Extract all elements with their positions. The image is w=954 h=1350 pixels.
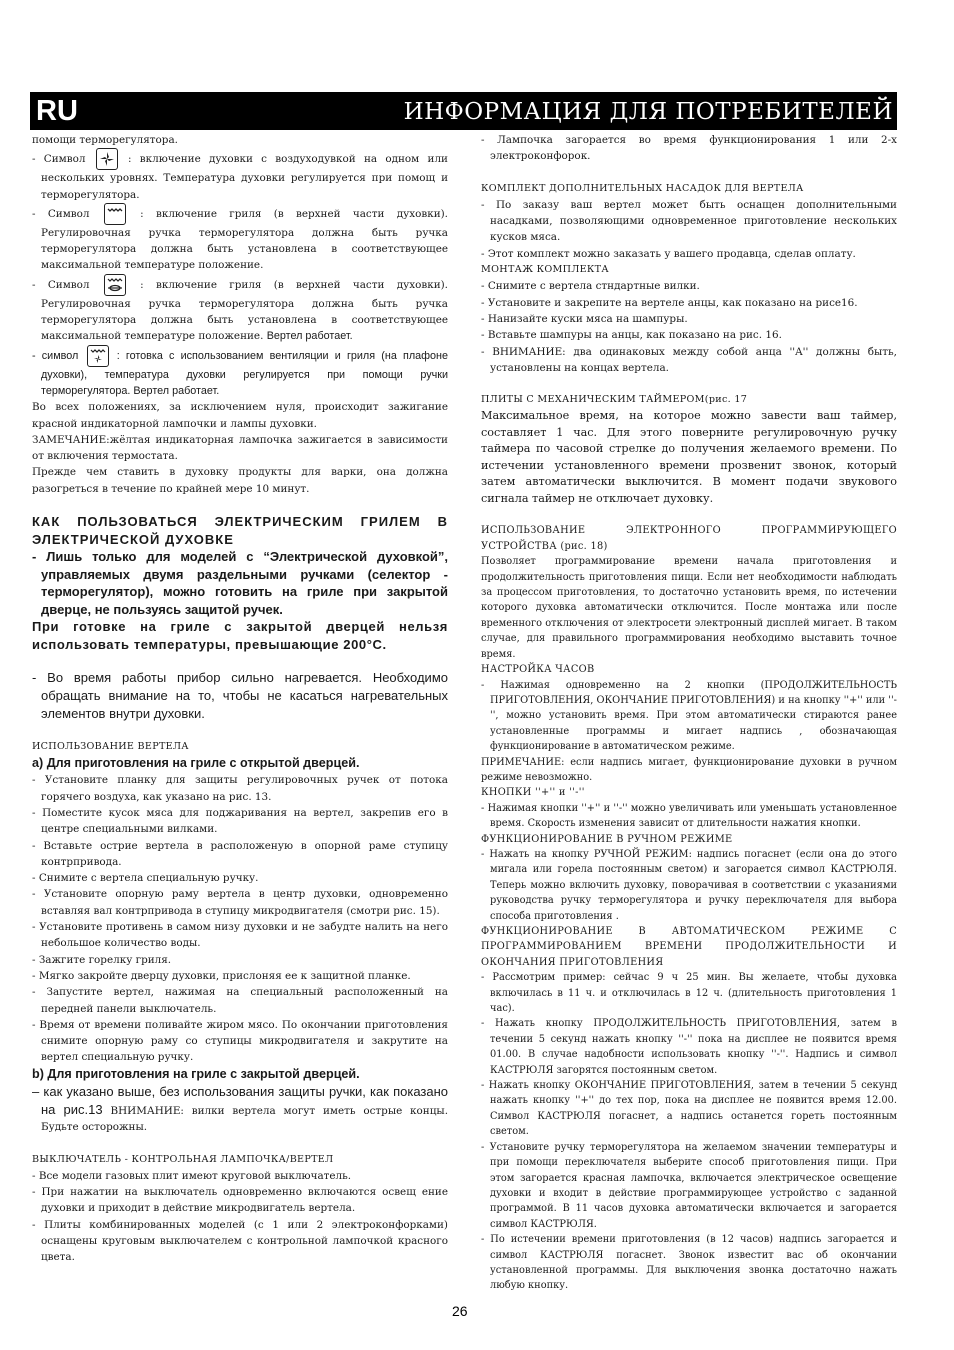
subsection-heading: a) Для приготовления на гриле с открытой дверцей.	[32, 756, 360, 771]
bold-paragraph: - Лишь только для моделей с “Электрической духовкой”, управляемых двумя раздельными ручками (селектор - терморегулятор), можно готовить на гриле при закрытой дверце, не пользуясь защитой ручек.	[32, 549, 448, 617]
list-item: - Зажгите горелку гриля.	[32, 953, 172, 966]
left-column	[32, 132, 448, 1266]
page-title: ИНФОРМАЦИЯ ДЛЯ ПОТРЕБИТЕЛЕЙ	[403, 99, 893, 125]
list-item: - Установите опорную раму вертела в центр духовки, одновременно вставляя вал контрпривода в ступицу микродвигателя (смотри рис. 15).	[32, 888, 448, 917]
symbol-top-grill-item: - Символ : включение гриля (в верхней части духовки). Регулировочная ручка терморегулятора должна быть ручка терморегулятора должна быть установлена в соответствующее максимальной температуре положение.	[32, 203, 448, 274]
section-heading: ИСПОЛЬЗОВАНИЕ ВЕРТЕЛА	[32, 741, 189, 753]
note-paragraph: ЗАМЕЧАНИЕ:жёлтая индикаторная лампочка зажигается в зависимости от включения термостата.	[32, 433, 448, 463]
list-item: - По заказу ваш вертел может быть оснащен дополнительными насадками, позволяющими одновременное приготовление нескольких кусков мяса.	[481, 198, 897, 244]
list-item: - Вставьте шампуры на анцы, как показано на рис. 16.	[481, 329, 782, 342]
list-item: - При нажатии на выключатель одновременно включаются освещ ение духовки и приходит в действие микродвигатель вертела.	[32, 1186, 448, 1215]
section-heading: КАК ПОЛЬЗОВАТЬСЯ ЭЛЕКТРИЧЕСКИМ ГРИЛЕМ В ЭЛЕКТРИЧЕСКОЙ ДУХОВКЕ	[32, 514, 448, 547]
list-item: - Рассмотрим пример: сейчас 9 ч 25 мин. Вы желаете, чтобы духовка включилась в 11 ч. и отключилась в 12 ч. (длительность приготовления 1 час).	[481, 972, 897, 1015]
symbol-fan-item: - Символ : включение духовки с воздуходувкой на одном или нескольких уровнях. Температура духовки регулируется при помощ и терморегулятора.	[32, 148, 448, 203]
section-heading: ВЫКЛЮЧАТЕЛЬ - КОНТРОЛЬНАЯ ЛАМПОЧКА/ВЕРТЕЛ	[32, 1153, 334, 1165]
list-item: - Нажимая кнопки ''+'' и ''-'' можно увеличивать или уменьшать установленное время. Скорость изменения зависит от длительности нажатия кнопки.	[481, 802, 897, 830]
note-paragraph: ПРИМЕЧАНИЕ: если надпись мигает, функционирование духовки в ручном режиме невозможно.	[481, 756, 897, 783]
fan-grill-icon	[87, 345, 109, 367]
symbol-grill-spit-item: - Символ : включение гриля (в верхней части духовки). Регулировочная ручка терморегулятора должна быть ручка терморегулятора должна быть установлена в соответствующее максимальной температуре положение. Вертел работает.	[32, 274, 448, 345]
list-item: - Нажать кнопку ПРОДОЛЖИТЕЛЬНОСТЬ ПРИГОТОВЛЕНИЯ, затем в течении 5 секунд нажать кнопку ''-'' пока на дисплее не появится время 01.00. В случае надобности использовать кнопку ''-''. Надпись и символ КАСТРЮЛЯ загорятся постоянным светом.	[481, 1018, 897, 1076]
list-item: - Мягко закройте дверцу духовки, прислоняя ее к защитной планке.	[32, 969, 411, 982]
list-item: - Нажать на кнопку РУЧНОЙ РЕЖИМ: надпись погаснет (если она до этого мигала или горела постоянным светом) и загорается символ КАСТРЮЛЯ. Теперь можно включить духовку, поворачивая в соответствии с указаниями руководства ручку терморегулятора и ручку переключателя для выбора способа приготовления .	[481, 848, 897, 922]
list-item: - Вставьте острие вертела в расположеную в опорной раме ступицу контрпривода.	[32, 839, 448, 868]
paragraph: Позволяет программирование времени начала приготовления и продолжительность приготовления пищи. Если нет необходимости наблюдать за процессом приготовления, то достаточно установить время, по истечении которого духовка автоматически отключится. После монтажа или после временного отключения от электросети электронный дисплей мигает. В таком случае, для правильного программирования необходимо выставить точное время.	[481, 556, 897, 660]
list-item: - ВНИМАНИЕ: два одинаковых между собой анца ''A'' должны быть, установлены на концах вертела.	[481, 345, 897, 374]
section-heading: КНОПКИ ''+'' и ''-''	[481, 787, 585, 799]
list-item: - Нанизайте куски мяса на шампуры.	[481, 312, 688, 325]
section-heading: ФУНКЦИОНИРОВАНИЕ В РУЧНОМ РЕЖИМЕ	[481, 833, 733, 845]
list-item: - Поместите кусок мяса для поджаривания на вертел, закрепив его в центре специальными вилками.	[32, 806, 448, 836]
list-item: - По истечении времени приготовления (в 12 часов) надпись загорается и символ КАСТРЮЛЯ погаснет. Звонок известит вас об окончании установленной программы. Для выключения звонка достаточно нажать любую кнопку.	[481, 1234, 897, 1292]
subsection-heading: b) Для приготовления на гриле с закрытой дверцей.	[32, 1066, 360, 1081]
list-item: - Установите ручку терморегулятора на желаемом значении температуры и при помощи переключателя выберите способ приготовления пищи. При этом загорается красная лампочка, включается электрическое освещение духовки и входит в действие программирующее устройство с заданной программой. В 11 часов духовка автоматически включается и загорается символ КАСТРЮЛЯ.	[481, 1141, 897, 1230]
paragraph: Максимальное время, на которое можно завести ваш таймер, составляет 1 час. Для этого поверните регулировочную ручку таймера по часовой стрелке до получения желаемого времени. По истечении установленного времени прозвенит звонок, который затем автоматически выключится. В момент подачи звукового сигнала таймер не отключает духовку.	[481, 409, 897, 505]
section-heading: КОМПЛЕКТ ДОПОЛНИТЕЛЬНЫХ НАСАДОК ДЛЯ ВЕРТЕЛА	[481, 182, 804, 194]
list-item: - Время от времени поливайте жиром мясо. По окончании приготовления снимите опорную раму со ступицы микродвигателя и закрутите на вертел специальную ручку.	[32, 1018, 448, 1064]
grill-spit-icon	[104, 274, 126, 296]
list-item: - Лампочка загорается во время функционирования 1 или 2-х электроконфорок.	[481, 134, 897, 163]
paragraph: Во всех положениях, за исключением нуля, происходит зажигание красной индикаторной лампочки и лампы духовки.	[32, 401, 448, 430]
warning-paragraph: - Во время работы прибор сильно нагревается. Необходимо обращать внимание на то, чтобы не касаться нагревательных элементов внутри духовки.	[32, 670, 448, 722]
list-item: - Этот комплект можно заказать у вашего продавца, сделав оплату.	[481, 247, 856, 260]
page-header	[30, 92, 897, 130]
list-item: - Нажать кнопку ОКОНЧАНИЕ ПРИГОТОВЛЕНИЯ, затем в течении 5 секунд нажать кнопку ''+'' до тех пор, пока на дисплее не появится время 12.00. Символ КАСТРЮЛЯ погаснет, а надпись останется гореть постоянным светом.	[481, 1080, 897, 1138]
list-item: - Запустите вертел, нажимая на специальный расположенный на передней панели выключатель.	[32, 986, 448, 1015]
list-item: - Установите противень в самом низу духовки и не забудте налить на него небольшое количество воды.	[32, 921, 448, 950]
symbol-fan-grill-item: - символ : готовка с использованием вентиляции и гриля (на плафоне духовки), температура духовки регулируется при помощи ручки терморегулятора. Вертел работает.	[32, 345, 448, 400]
fan-icon	[96, 148, 118, 170]
top-heater-icon	[104, 203, 126, 225]
section-heading: МОНТАЖ КОМПЛЕКТА	[481, 264, 609, 276]
list-item: - Снимите с вертела стндартные вилки.	[481, 280, 700, 293]
language-code: RU	[36, 95, 78, 127]
page-number: 26	[452, 1303, 468, 1319]
bold-paragraph: При готовке на гриле с закрытой дверцей нельзя использовать температуры, превышающие 200°C.	[32, 619, 448, 652]
paragraph: помощи терморегулятора.	[32, 134, 178, 146]
list-item: - Плиты комбинированных моделей (с 1 или 2 электроконфорками) оснащены круговым выключателем с контрольной лампочкой красного цвета.	[32, 1218, 448, 1264]
list-item: - Все модели газовых плит имеют круговой выключатель.	[32, 1169, 352, 1182]
section-heading: ФУНКЦИОНИРОВАНИЕ В АВТОМАТИЧЕСКОМ РЕЖИМЕ С ПРОГРАММИРОВАНИЕМ ВРЕМЕНИ ПРОДОЛЖИТЕЛЬНОСТИ И ОКОНЧАНИЯ ПРИГОТОВЛЕНИЯ	[481, 926, 897, 968]
section-heading: ПЛИТЫ С МЕХАНИЧЕСКИМ ТАЙМЕРОМ(рис. 17	[481, 394, 748, 406]
list-item: - Установите и закрепите на вертеле анцы, как показано на рисе16.	[481, 296, 858, 309]
section-heading: НАСТРОЙКА ЧАСОВ	[481, 664, 595, 676]
section-heading: ИСПОЛЬЗОВАНИЕ ЭЛЕКТРОННОГО ПРОГРАММИРУЮЩЕГО УСТРОЙСТВА (рис. 18)	[481, 525, 897, 552]
list-item: - Нажимая одновременно на 2 кнопки (ПРОДОЛЖИТЕЛЬНОСТЬ ПРИГОТОВЛЕНИЯ, ОКОНЧАНИЕ ПРИГОТОВЛЕНИЯ) и на кнопку ''+'' или ''-'', можно установить время. При этом автоматически стираются ранее установленные программы и мигает надпись , обозначающая функционирование в автоматическом режиме.	[481, 679, 897, 753]
list-item: – как указано выше, без использования защиты ручки, как показано на рис.13 ВНИМАНИЕ: вилки вертела могут иметь острые концы. Будьте осторожны.	[32, 1083, 448, 1134]
list-item: - Установите планку для защиты регулировочных ручек от потока горячего воздуха, как указано на рис. 13.	[32, 774, 448, 803]
right-column	[481, 132, 897, 1294]
paragraph: Прежде чем ставить в духовку продукты для варки, она должна разогреться в течение по крайней мере 10 минут.	[32, 466, 448, 495]
list-item: - Снимите с вертела специальную ручку.	[32, 872, 259, 885]
